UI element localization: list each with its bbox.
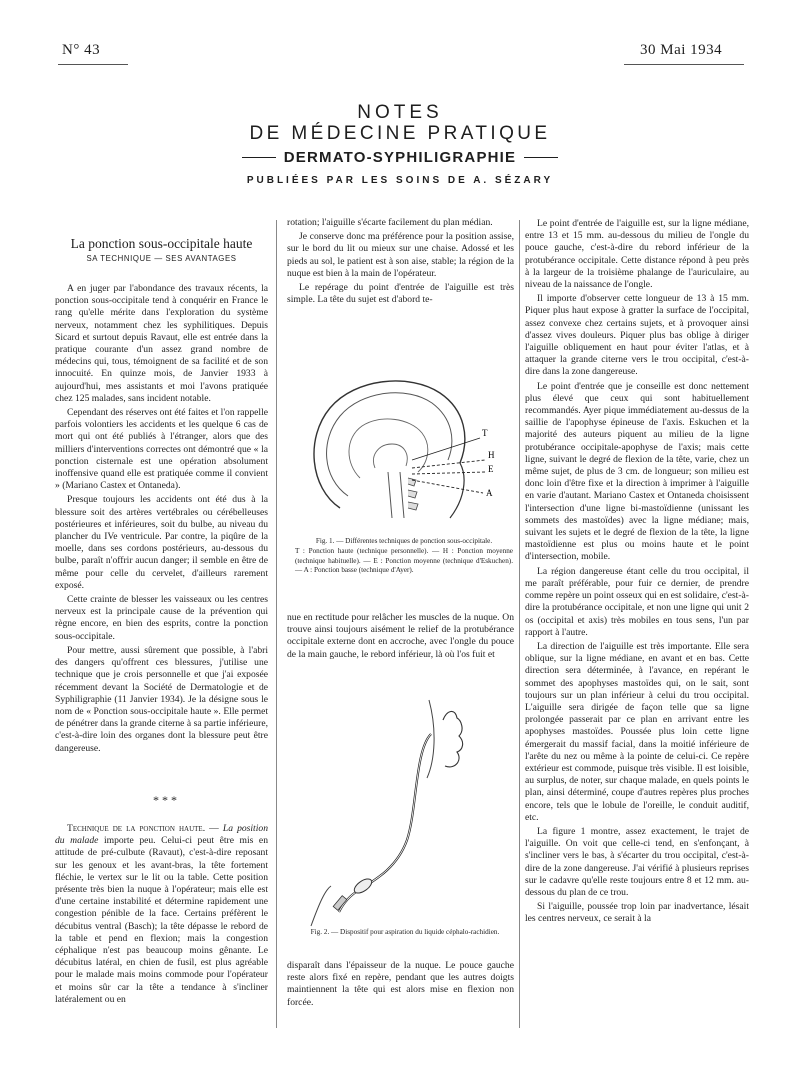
needle-line-H (412, 460, 485, 468)
paragraph: Le point d'entrée que je conseille est donc nettement plus élevé que ceux qui sont habituellement recommandés. Ayer pique immédiatement au-dessus de la saillie de l'apophyse épineuse de l'axis. Eskuchen et la majorité des auteurs piquent au milieu de la ligne protubérance occipitale-apophyse de l'axis; mais cette ligne, suivant le degré de flexion de la tête, varie, chez un même sujet, de plus de 3 cm. de longueur; son milieu est donc loin d'être fixe et la direction à imprimer à l'aiguille en varie d'autant. Mariano Castex et Ontaneda choisissent l'intersection d'une ligne bi-mastoïdienne (unissant les sommets des mastoïdes) avec la ligne médiane; mais, suivant les sujets et le degré de flexion de la tête, la ligne mastoïdienne est plus ou moins haute et le point d'intersection, mobile. (525, 380, 749, 563)
paragraph: Il importe d'observer cette longueur de 13 à 15 mm. Piquer plus haut expose à gratter la surface de l'occipital, assez convexe chez certains sujets, et à provoquer ainsi d'assez vives douleurs. Piquer plus bas oblige à diriger l'aiguille obliquement en haut pour éviter l'atlas, et à attaquer la grande citerne vers le trou occipital, c'est-à-dire dans la zone dangereuse. (525, 293, 749, 378)
figure-1-caption-body: T : Ponction haute (technique personnelle). — H : Ponction moyenne (technique habituelle). — E : Ponction moyenne (technique d'Eskuchen). — A : Ponction basse (technique d'Ayer). (295, 547, 513, 575)
label-E: E (488, 464, 494, 474)
section-rule-left (242, 157, 276, 159)
paragraph: Le point d'entrée de l'aiguille est, sur la ligne médiane, entre 13 et 15 mm. au-dessous du milieu de l'ongle du pouce gauche, c'est-à-dire du rebord inférieur de la protubérance occipitale. Cette distance répond à peu près à la largeur de la troisième phalange de l'auriculaire, au niveau de la naissance de l'ongle. (525, 218, 749, 291)
section-stars: * * * (153, 793, 177, 807)
label-H: H (488, 450, 495, 460)
column-2-middle (287, 612, 514, 663)
label-A: A (486, 488, 493, 498)
needle-line-A (412, 480, 483, 493)
masthead-editor: PUBLIÉES PAR LES SOINS DE A. SÉZARY (246, 175, 554, 186)
article-subtitle: SA TECHNIQUE — SES AVANTAGES (86, 254, 237, 263)
figure-2-aspiration-device (305, 690, 485, 928)
figure-1-caption-title: Fig. 1. — Différentes techniques de ponction sous-occipitale. (315, 537, 493, 545)
column-rule-2 (519, 220, 520, 1028)
header-rule-right (624, 64, 744, 65)
paragraph: nue en rectitude pour relâcher les muscles de la nuque. On trouve ainsi toujours aisément le relief de la protubérance occipitale externe dont en accroche, avec l'ongle du pouce de la main gauche, le rebord inférieur, là où l'os fuit et (287, 612, 514, 660)
figure-1-head-section (300, 368, 510, 528)
masthead-title-2: DE MÉDECINE PRATIQUE (249, 123, 551, 144)
section-title: DERMATO-SYPHILIGRAPHIE (283, 149, 517, 166)
label-T: T (482, 428, 488, 438)
article-title: La ponction sous-occipitale haute (70, 236, 253, 251)
needle-line-E (412, 472, 485, 474)
issue-number: N° 43 (62, 42, 101, 58)
column-1-text (55, 283, 268, 757)
paragraph: La figure 1 montre, assez exactement, le trajet de l'aiguille. On voit que celle-ci tend, en s'enfonçant, à s'incliner vers le bas, à s'écarter du trou occipital, c'est-à-dire de la zone dangereuse. J'ai vérifié à plusieurs reprises sur le cadavre qu'elle reste toujours entre 8 et 12 mm. au-dessous du plan de ce trou. (525, 825, 749, 898)
paragraph: La direction de l'aiguille est très importante. Elle sera oblique, sur la ligne médiane, en avant et en bas. Cette direction sera déterminée, à l'avance, en repérant le sommet des apophyses mastoïdes qui, on le sait, sont toujours sur un plan inférieur à celui du trou occipital. L'aiguille sera dirigée de façon telle que sa ligne prolongée passerait par ce plan en arrivant entre les apophyses mastoïdes. Poussée plus loin cette ligne émergerait du massif facial, dans la moitié inférieure de l'arête du nez ou même à la pointe de celui-ci. Ce repère extérieur est commode, puisque très visible. Il est loisible, au surplus, de noter, sur chaque malade, en quels points le plan, ainsi déterminé, coupe d'autres repères plus proches encore, tels que le lobule de l'oreille, le conduit auditif, etc. (525, 640, 749, 823)
paragraph: La région dangereuse étant celle du trou occipital, il me paraît préférable, pour fuir ce dernier, de prendre comme repère un point osseux qui en est solidaire, c'est-à-dire la protubérance occipitale, et non une ligne qui unit 2 os (occipital et axis) très mobiles en tous sens, l'un par rapport à l'autre. (525, 565, 749, 638)
paragraph: disparaît dans l'épaisseur de la nuque. Le pouce gauche reste alors fixé en repère, pendant que les autres doigts maintiennent la tête qui est alors mise en flexion non forcée. (287, 960, 514, 1008)
paragraph: A en juger par l'abondance des travaux récents, la ponction sous-occipitale tend à conquérir en France le rang qu'elle mérite dans l'exploration du système nerveux, notamment chez les syphilitiques. Depuis Sicard et surtout depuis Ravaut, elle est entrée dans la pratique courante d'un assez grand nombre de médecins qui, tous, témoignent de sa facilité et de son innocuité. En quinze mois, de Janvier 1933 à aujourd'hui, mes assistants et moi l'avons pratiquée chez 125 malades, sans incident notable. (55, 283, 268, 404)
paragraph: Cependant des réserves ont été faites et l'on rappelle parfois volontiers les accidents et les quelque 6 cas de mort qui ont été publiés à l'étranger, alors que des milliers d'interventions correctes ont démontré que « la ponction cisternale est une opération absolument inoffensive quand elle est pratiquée comme il convient » (Mariano Castex et Ontaneda). (55, 407, 268, 492)
masthead-title-1: NOTES (357, 102, 443, 123)
section-rule-right (524, 157, 558, 159)
technique-text: importe peu. Celui-ci peut être mis en attitude de pré-culbute (Ravaut), c'est-à-dire reposant sur les genoux et les avant-bras, la tête fortement fléchie, le vertex sur le lit ou la table. Cette position présente très bien la nuque à l'opérateur; mais elle est d'une certaine instabilité et détermine rapidement une congestion pénible de la face. Certains préfèrent le décubitus ventral (Basch); la tête dépasse le rebord de la table et pend en flexion; mais la congestion céphalique n'est pas beaucoup moins gênante. Le décubitus latéral, en chien de fusil, est plus agréable pour le malade mais moins commode pour l'opérateur et moins sûr car la tête a tendance à s'incliner latéralement ou en (55, 835, 268, 1005)
column-2-top (287, 217, 514, 308)
needle-line-T (412, 438, 480, 460)
figure-1-caption (295, 537, 513, 576)
header-rule-left (58, 64, 128, 65)
masthead-section (0, 149, 800, 166)
paragraph: Cette crainte de blesser les vaisseaux ou les centres nerveux est la principale cause de la prévention qui règne encore, en bien des esprits, contre la ponction sous-occipitale. (55, 594, 268, 642)
column-1-technique (55, 823, 268, 1008)
technique-label: Technique de la ponction haute. (67, 823, 206, 834)
column-rule-1 (276, 220, 277, 1028)
paragraph: Si l'aiguille, poussée trop loin par inadvertance, lésait les centres nerveux, ce serait à la (525, 901, 749, 925)
paragraph: Je conserve donc ma préférence pour la position assise, sur le bord du lit ou mieux sur une chaise. Adossé et les pieds au sol, le patient est à son aise, stable; la région de la nuque est bien à la main de l'opérateur. (287, 231, 514, 279)
paragraph: Presque toujours les accidents ont été dus à la blessure soit des artères vertébrales ou cérébelleuses postérieures et inférieures, soit du bulbe, au niveau du plancher du IVe ventricule. Par contre, la piqûre de la moelle, dans ses cordons postérieurs, au-dessous du bulbe, paraît n'offrir aucun danger; il semble en être de même pour celle du cervelet, d'ailleurs rarement exposé. (55, 494, 268, 591)
paragraph: Le repérage du point d'entrée de l'aiguille est très simple. La tête du sujet est d'abord te- (287, 282, 514, 306)
position-emphasis: La position du malade (55, 823, 268, 847)
paragraph: rotation; l'aiguille s'écarte facilement du plan médian. (287, 217, 493, 228)
column-3-text (525, 218, 749, 928)
paragraph: Technique de la ponction haute. — La position du malade importe peu. Celui-ci peut être mis en attitude de pré-culbute (Ravaut), c'est-à-dire reposant sur les genoux et les avant-bras, la tête fortement fléchie, le vertex sur le lit ou la table. Cette position présente très bien la nuque à l'opérateur; mais elle est d'une certaine instabilité et détermine rapidement une congestion pénible de la face. Certains préfèrent le décubitus ventral (Basch); la tête dépasse le rebord de la table et pend en flexion; mais la congestion céphalique n'est pas beaucoup moins gênante. Le décubitus latéral, en chien de fusil, est plus agréable pour le malade mais moins commode pour l'opérateur et moins sûr car la tête a tendance à s'incliner latéralement ou en (55, 823, 268, 1005)
figure-2-caption: Fig. 2. — Dispositif pour aspiration du liquide céphalo-rachidien. (310, 928, 500, 936)
paragraph: Pour mettre, aussi sûrement que possible, à l'abri des dangers qu'offrent ces blessures, j'utilise une technique que je crois personnelle et que j'ai exposée récemment devant la Société de Dermatologie et de Syphiligraphie (11 Janvier 1934). Je la désigne sous le nom de « Ponction sous-occipitale haute ». Elle permet de pénétrer dans la grande citerne à sa partie inférieure, c'est-à-dire loin des organes dont la blessure peut être dangereuse. (55, 644, 268, 754)
column-2-bottom (287, 960, 514, 1011)
issue-date: 30 Mai 1934 (640, 42, 723, 58)
